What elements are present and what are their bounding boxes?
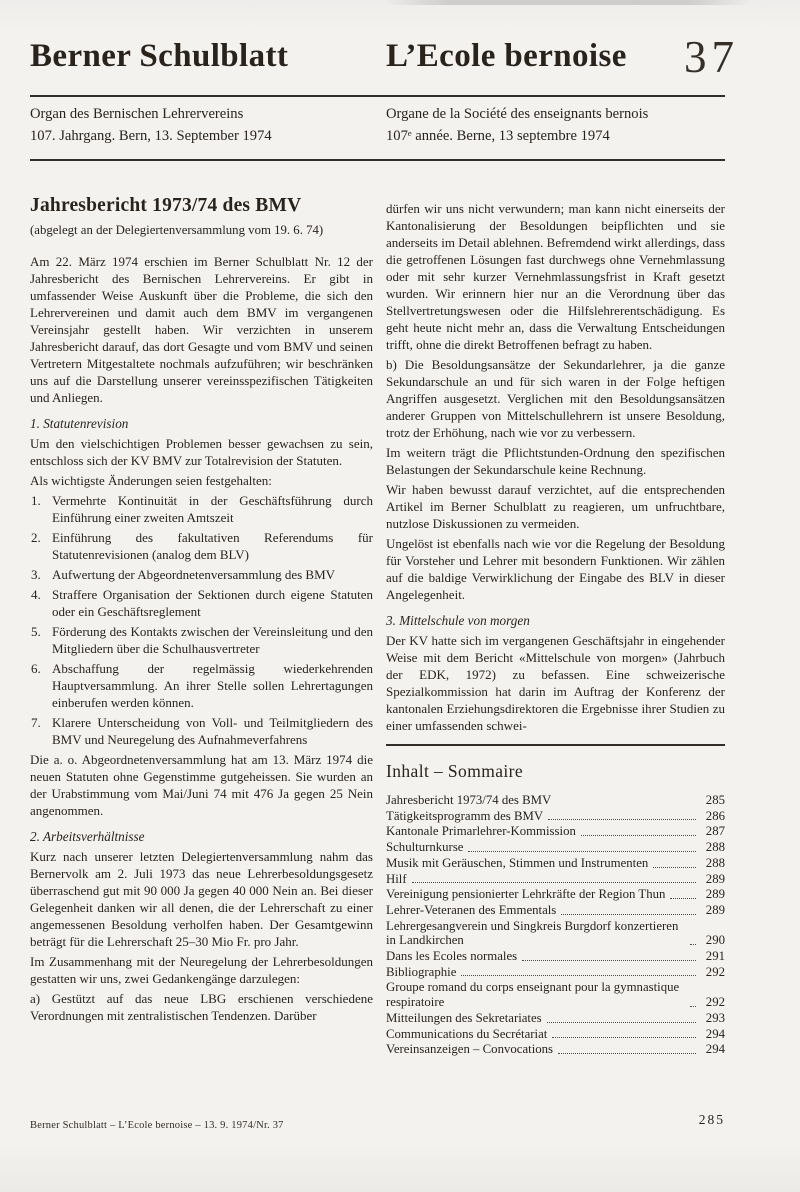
toc-entry bbox=[386, 793, 725, 808]
toc-entry-page: 286 bbox=[705, 808, 725, 823]
toc-entry-label: Groupe romand du corps enseignant pour la gymnastique respiratoire bbox=[386, 980, 680, 1010]
toc-entry-label: Dans les Ecoles normales bbox=[386, 949, 518, 964]
list-item-number: 1. bbox=[31, 493, 41, 508]
toc-entry-page: 289 bbox=[705, 887, 725, 902]
toc-entry-label: Lehrergesangverein und Singkreis Burgdorf konzertieren in Landkirchen bbox=[386, 918, 679, 948]
section-1-closing: Die a. o. Abgeordnetenversammlung hat am 13. März 1974 die neuen Statuten ohne Gegenstimme gutgeheissen. Sie wurden an der Urabstimmung vom Mai/Juni 74 mit 476 Ja gegen 25 Nein angenommen. bbox=[30, 752, 373, 818]
toc-entry-page: 291 bbox=[705, 949, 725, 964]
toc-leader-dots bbox=[670, 898, 696, 899]
toc-leader-dots bbox=[522, 960, 696, 961]
toc-divider-rule bbox=[386, 744, 725, 746]
toc-entry bbox=[386, 809, 725, 824]
footer-page-number: 285 bbox=[698, 1112, 725, 1127]
toc-entry-label: Lehrer-Veteranen des Emmentals bbox=[386, 902, 557, 917]
toc-leader-dots bbox=[547, 1022, 696, 1023]
toc-entry bbox=[386, 919, 725, 948]
toc-entry-label: Communications du Secrétariat bbox=[386, 1026, 548, 1041]
list-item-text: Einführung des fakultativen Referendums für Statutenrevisionen (analog dem BLV) bbox=[52, 530, 373, 562]
continuation-paragraph-c: Im weitern trägt die Pflichtstunden-Ordnung den spezifischen Belastungen der Sekundarschule keine Rechnung. bbox=[386, 445, 725, 477]
toc-entry bbox=[386, 1042, 725, 1057]
continuation-paragraph-d: Wir haben bewusst darauf verzichtet, auf die entsprechenden Artikel im Berner Schulblatt zu reagieren, um unfruchtbare, nutzlose Diskussionen zu vermeiden. bbox=[386, 482, 725, 531]
toc-entry-page: 289 bbox=[705, 902, 725, 917]
organ-german-date: 107. Jahrgang. Bern, 13. September 1974 bbox=[30, 128, 272, 144]
toc-leader-dots bbox=[653, 867, 696, 868]
toc-entry-label: Vereinsanzeigen – Convocations bbox=[386, 1042, 554, 1057]
list-item bbox=[30, 529, 373, 563]
toc-entry-label: Mitteilungen des Sekretariates bbox=[386, 1010, 542, 1025]
toc-leader-dots bbox=[552, 1037, 696, 1038]
toc-entry bbox=[386, 965, 725, 980]
toc-entry bbox=[386, 949, 725, 964]
list-item bbox=[30, 492, 373, 526]
toc-entry-page: 294 bbox=[705, 1026, 725, 1041]
toc-leader-dots bbox=[461, 975, 696, 976]
article-title: Jahresbericht 1973/74 des BMV bbox=[30, 195, 302, 216]
header-rule-top bbox=[30, 95, 725, 97]
section-1-heading: 1. Statutenrevision bbox=[30, 416, 129, 431]
list-item-number: 5. bbox=[31, 624, 41, 639]
toc-entry-page: 292 bbox=[705, 964, 725, 979]
section-2-paragraph-2: Im Zusammenhang mit der Neuregelung der Lehrerbesoldungen gestatten wir uns, zwei Gedankengänge darzulegen: bbox=[30, 954, 373, 986]
list-item-text: Straffere Organisation der Sektionen durch eigene Statuten oder ein Geschäftsreglement bbox=[52, 587, 373, 619]
toc-entry-label: Tätigkeitsprogramm des BMV bbox=[386, 808, 544, 823]
footer-imprint: Berner Schulblatt – L’Ecole bernoise – 13. 9. 1974/Nr. 37 bbox=[30, 1120, 284, 1131]
toc-entry bbox=[386, 824, 725, 839]
toc-entry-page: 289 bbox=[705, 871, 725, 886]
toc-entry-page: 293 bbox=[705, 1010, 725, 1025]
toc-entry-page: 288 bbox=[705, 855, 725, 870]
toc-leader-dots bbox=[558, 1053, 696, 1054]
toc-entry-label: Musik mit Geräuschen, Stimmen und Instrumenten bbox=[386, 855, 649, 870]
toc-entry bbox=[386, 1011, 725, 1026]
section-2-heading: 2. Arbeitsverhältnisse bbox=[30, 829, 145, 844]
list-item-number: 4. bbox=[31, 587, 41, 602]
list-item-number: 3. bbox=[31, 567, 41, 582]
toc-entry-page: 290 bbox=[705, 933, 725, 948]
list-item-number: 7. bbox=[31, 715, 41, 730]
toc-entry-label: Schulturnkurse bbox=[386, 840, 464, 855]
organ-line-german bbox=[30, 103, 272, 147]
toc-entry-label: Vereinigung pensionierter Lehrkräfte der Region Thun bbox=[386, 887, 666, 902]
toc-entry bbox=[386, 887, 725, 902]
organ-german-name: Organ des Bernischen Lehrervereins bbox=[30, 106, 244, 122]
toc-leader-dots bbox=[690, 944, 696, 945]
toc-leader-dots bbox=[581, 835, 696, 836]
paragraph-intro: Am 22. März 1974 erschien im Berner Schulblatt Nr. 12 der Jahresbericht des Bernischen Lehrervereins. Er gibt in umfassender Weise Auskunft über die Probleme, die sich den Lehrervereinen und damit auch dem BMV im vergangenen Vereinsjahr gestellt haben. Wir verzichten in unserem Jahresbericht darauf, das dort Gesagte und vom BMV und seinen Vertretern Mitgestaltete nochmals aufzuführen; wir beschränken uns auf die Darstellung unserer vereinsspezifischen Tätigkeiten und Anliegen. bbox=[30, 254, 373, 405]
toc-entry bbox=[386, 1027, 725, 1042]
list-item bbox=[30, 623, 373, 657]
list-item bbox=[30, 660, 373, 711]
toc-entry-label: Kantonale Primarlehrer-Kommission bbox=[386, 824, 576, 839]
toc-entry-label: Bibliographie bbox=[386, 964, 457, 979]
section-3-heading: 3. Mittelschule von morgen bbox=[386, 613, 530, 628]
article-subtitle: (abgelegt an der Delegiertenversammlung vom 19. 6. 74) bbox=[30, 223, 324, 237]
list-item-number: 6. bbox=[31, 661, 41, 676]
right-column bbox=[386, 200, 725, 1058]
organ-line-french bbox=[386, 103, 648, 147]
toc-entry-page: 288 bbox=[705, 840, 725, 855]
list-item-text: Vermehrte Kontinuität in der Geschäftsführung durch Einführung einer zweiten Amtszeit bbox=[52, 493, 373, 525]
toc-entry bbox=[386, 980, 725, 1009]
toc-leader-dots bbox=[690, 1006, 696, 1007]
organ-french-date: 107ᵉ année. Berne, 13 septembre 1974 bbox=[386, 128, 610, 144]
toc-leader-dots bbox=[412, 882, 696, 883]
toc-entry-page: 285 bbox=[705, 793, 725, 807]
toc-entry bbox=[386, 856, 725, 871]
list-item bbox=[30, 566, 373, 583]
organ-french-name: Organe de la Société des enseignants bernois bbox=[386, 106, 649, 122]
toc-entry bbox=[386, 840, 725, 855]
list-item bbox=[30, 714, 373, 748]
list-item-text: Klarere Unterscheidung von Voll- und Teilmitgliedern des BMV und Neuregelung des Aufnahmeverfahrens bbox=[52, 715, 373, 747]
section-1-paragraph-2: Als wichtigste Änderungen seien festgehalten: bbox=[30, 473, 272, 488]
toc-entry-page: 292 bbox=[705, 995, 725, 1010]
continuation-paragraph-e: Ungelöst ist ebenfalls nach wie vor die Regelung der Besoldung für Vorsteher und Lehrer mit besondern Funktionen. Wir zählen auf die baldige Verwirklichung der Eingabe des BLV in dieser Angelegenheit. bbox=[386, 536, 725, 602]
issue-number: 37 bbox=[684, 32, 739, 82]
section-2-paragraph-3: a) Gestützt auf das neue LBG erschienen verschiedene Verordnungen mit zentralistischen Tendenzen. Darüber bbox=[30, 991, 373, 1023]
toc-entry-label: Hilf bbox=[386, 871, 407, 886]
masthead-title-german: Berner Schulblatt bbox=[30, 38, 289, 74]
masthead-title-french: L’Ecole bernoise bbox=[386, 38, 627, 74]
list-item bbox=[30, 586, 373, 620]
toc-entry-page: 294 bbox=[705, 1042, 725, 1057]
continuation-paragraph-a: dürfen wir uns nicht verwundern; man kann nicht einerseits der Kantonalisierung der Besoldungen beipflichten und sie anderseits im Detail ablehnen. Befremdend wirkt allerdings, dass die getroffenen Lösungen fast durchwegs ohne Vernehmlassung oder mit sehr kurzer Vernehmlassungsfrist in Kraft gesetzt wurden. Wir erinnern hier nur an die Verordnung über das Stellvertretungswesen oder die Hilfslehrerentschädigung. Es geht heute nicht mehr an, dass die Verwaltung Entscheidungen trifft, ohne die direkt Betroffenen befragt zu haben. bbox=[386, 201, 725, 352]
list-item-number: 2. bbox=[31, 530, 41, 545]
toc-entry-page: 287 bbox=[705, 824, 725, 839]
toc-entry-label: Jahresbericht 1973/74 des BMV bbox=[386, 793, 552, 807]
continuation-paragraph-b: b) Die Besoldungsansätze der Sekundarlehrer, ja die ganze Sekundarschule an und für sich waren in der Folge heftigen Angriffen ausgesetzt. Verglichen mit den Besoldungsansätzen anderer Gruppen von Mittelschullehrern ist unsere Besoldung, trotz der Erhöhung, nach wie vor zu verbessern. bbox=[386, 357, 725, 440]
toc-leader-dots bbox=[548, 819, 696, 820]
toc-entry bbox=[386, 872, 725, 887]
toc-leader-dots bbox=[468, 851, 696, 852]
toc-leader-dots bbox=[561, 914, 696, 915]
toc-entry bbox=[386, 903, 725, 918]
toc-heading: Inhalt – Sommaire bbox=[386, 761, 524, 781]
left-column bbox=[30, 197, 373, 1027]
section-1-paragraph-1: Um den vielschichtigen Problemen besser gewachsen zu sein, entschloss sich der KV BMV zur Totalrevision der Statuten. bbox=[30, 436, 373, 468]
section-3-paragraph-1: Der KV hatte sich im vergangenen Geschäftsjahr in eingehender Weise mit dem Bericht «Mittelschule von morgen» (Jahrbuch der EDK, 1972) zu befassen. Eine schweizerische Spezialkommission hat darin im Auftrag der Konferenz der kantonalen Erziehungsdirektoren die Ergebnisse ihrer Studien zu einer umfassenden schwei- bbox=[386, 633, 725, 733]
list-item-text: Förderung des Kontakts zwischen der Vereinsleitung und den Mitgliedern über die Schulhausvertreter bbox=[52, 624, 373, 656]
list-item-text: Abschaffung der regelmässig wiederkehrenden Hauptversammlung. An ihrer Stelle sollen Lehrertagungen einberufen werden können. bbox=[52, 661, 373, 710]
section-2-paragraph-1: Kurz nach unserer letzten Delegiertenversammlung nahm das Bernervolk am 2. Juli 1973 das neue Lehrerbesoldungsgesetz überraschend gut mit 90 000 Ja gegen 40 000 Nein an. Bei dieser Gelegenheit danken wir all denen, die der Lehrerschaft zu einer angemessenen Besoldung verholfen haben. Der Gesamtgewinn beträgt für die Lehrerschaft 25–30 Mio Fr. pro Jahr. bbox=[30, 849, 373, 949]
header-rule-bottom bbox=[30, 159, 725, 161]
list-item-text: Aufwertung der Abgeordnetenversammlung des BMV bbox=[52, 567, 336, 582]
